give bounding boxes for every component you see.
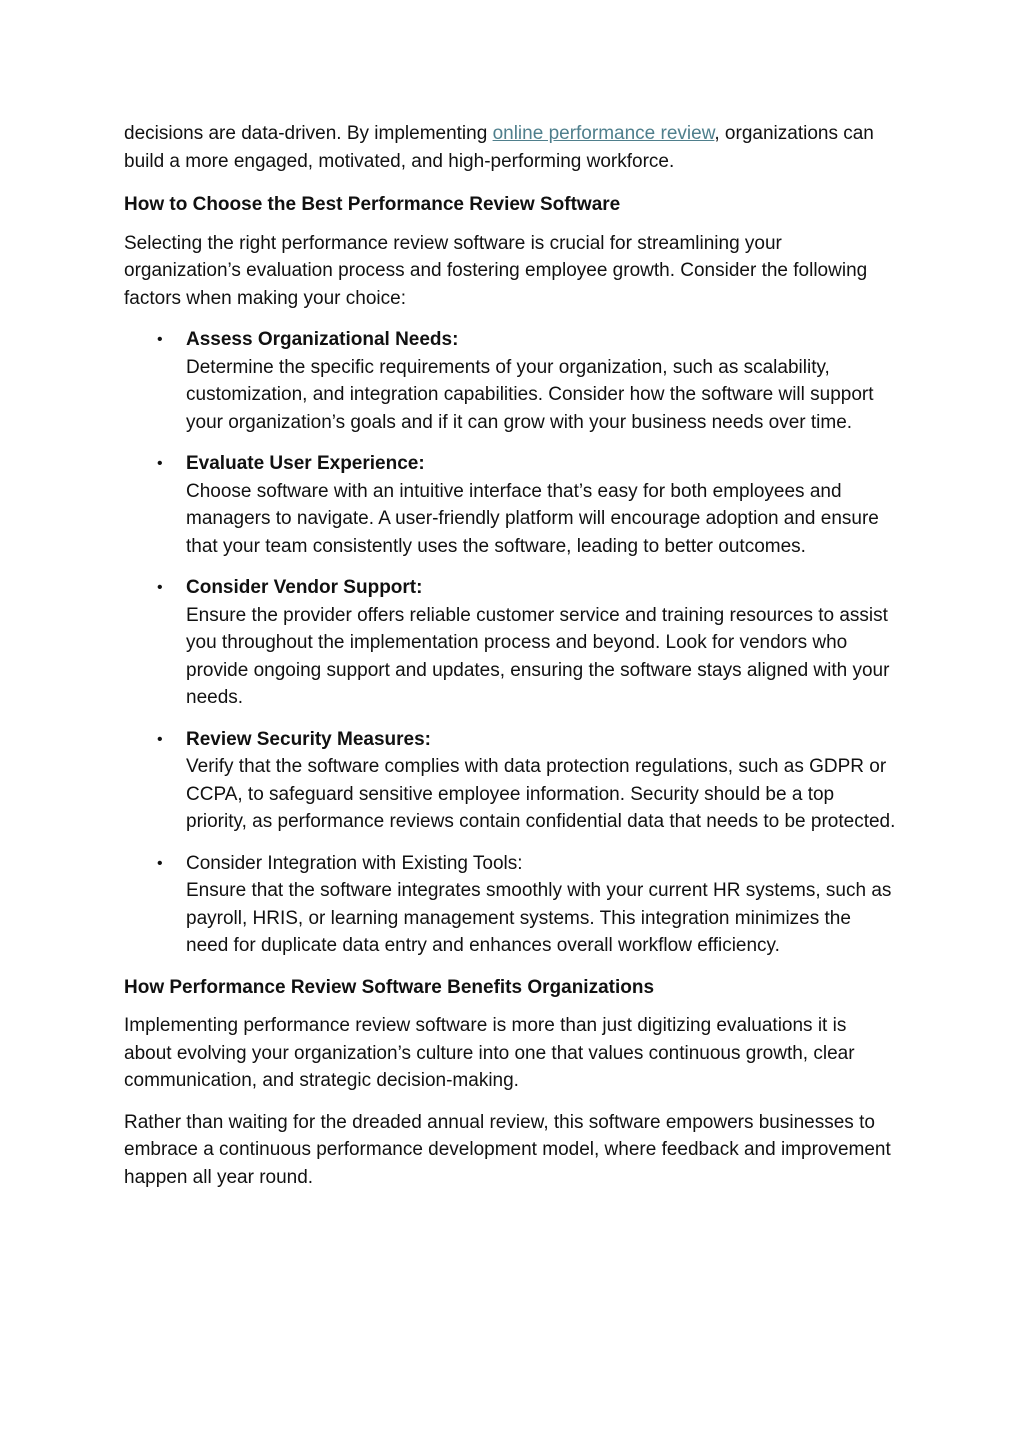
bullet-icon: • [157, 455, 163, 472]
item-title: Consider Integration with Existing Tools: [186, 852, 523, 874]
item-description: Determine the specific requirements of your organization, such as scalability, customization, and integration capabilities. Consider how the software will support your organization’s goals and if it can grow with your business needs over time. [186, 356, 874, 433]
bullet-icon: • [157, 854, 163, 872]
section-paragraph-benefits-1: Implementing performance review software is more than just digitizing evaluations it is about evolving your organization’s culture into one that values continuous growth, clear communication, and strategic decision-making. [124, 1015, 855, 1091]
intro-text-before-link: decisions are data-driven. By implementing [124, 123, 493, 144]
item-description: Ensure that the software integrates smoothly with your current HR systems, such as payroll, HRIS, or learning management systems. This integration minimizes the need for duplicate data entry and enhances overall workflow efficiency. [186, 880, 892, 956]
section-paragraph-benefits-2: Rather than waiting for the dreaded annual review, this software empowers businesses to embrace a continuous performance development model, where feedback and improvement happen all year round. [124, 1111, 891, 1188]
section-heading-benefits: How Performance Review Software Benefits Organizations [124, 976, 655, 998]
item-description: Choose software with an intuitive interface that’s easy for both employees and managers to navigate. A user-friendly platform will encourage adoption and ensure that your team consistently uses the software, leading to better outcomes. [186, 480, 879, 557]
list-item-user-experience [124, 450, 896, 560]
section-paragraph-choose-software: Selecting the right performance review software is crucial for streamlining your organization’s evaluation process and fostering employee growth. Consider the following factors when making your choice: [124, 232, 868, 309]
item-description: Ensure the provider offers reliable customer service and training resources to assist you throughout the implementation process and beyond. Look for vendors who provide ongoing support and updates, ensuring the software stays aligned with your needs. [186, 604, 890, 708]
bullet-icon: • [157, 331, 163, 348]
online-performance-review-link[interactable]: online performance review [492, 123, 715, 144]
list-item-integration-tools [124, 850, 896, 960]
list-item-vendor-support [124, 574, 896, 712]
item-title: Assess Organizational Needs: [186, 329, 459, 350]
item-title: Evaluate User Experience: [186, 453, 425, 474]
factors-list [124, 326, 896, 960]
bullet-icon: • [157, 579, 163, 596]
item-title: Review Security Measures: [186, 728, 432, 750]
bullet-icon: • [157, 730, 163, 748]
item-title: Consider Vendor Support: [186, 577, 423, 598]
list-item-assess-needs [124, 326, 896, 436]
item-description: Verify that the software complies with data protection regulations, such as GDPR or CCPA, to safeguard sensitive employee information. Security should be a top priority, as performance reviews contain confidential data that needs to be protected. [186, 756, 896, 832]
list-item-security-measures [124, 726, 896, 836]
intro-paragraph [124, 120, 896, 175]
intro-text-after-link: , organizations can build a more engaged, motivated, and high-performing workforce. [124, 123, 874, 172]
section-heading-choose-software: How to Choose the Best Performance Review Software [124, 194, 621, 215]
